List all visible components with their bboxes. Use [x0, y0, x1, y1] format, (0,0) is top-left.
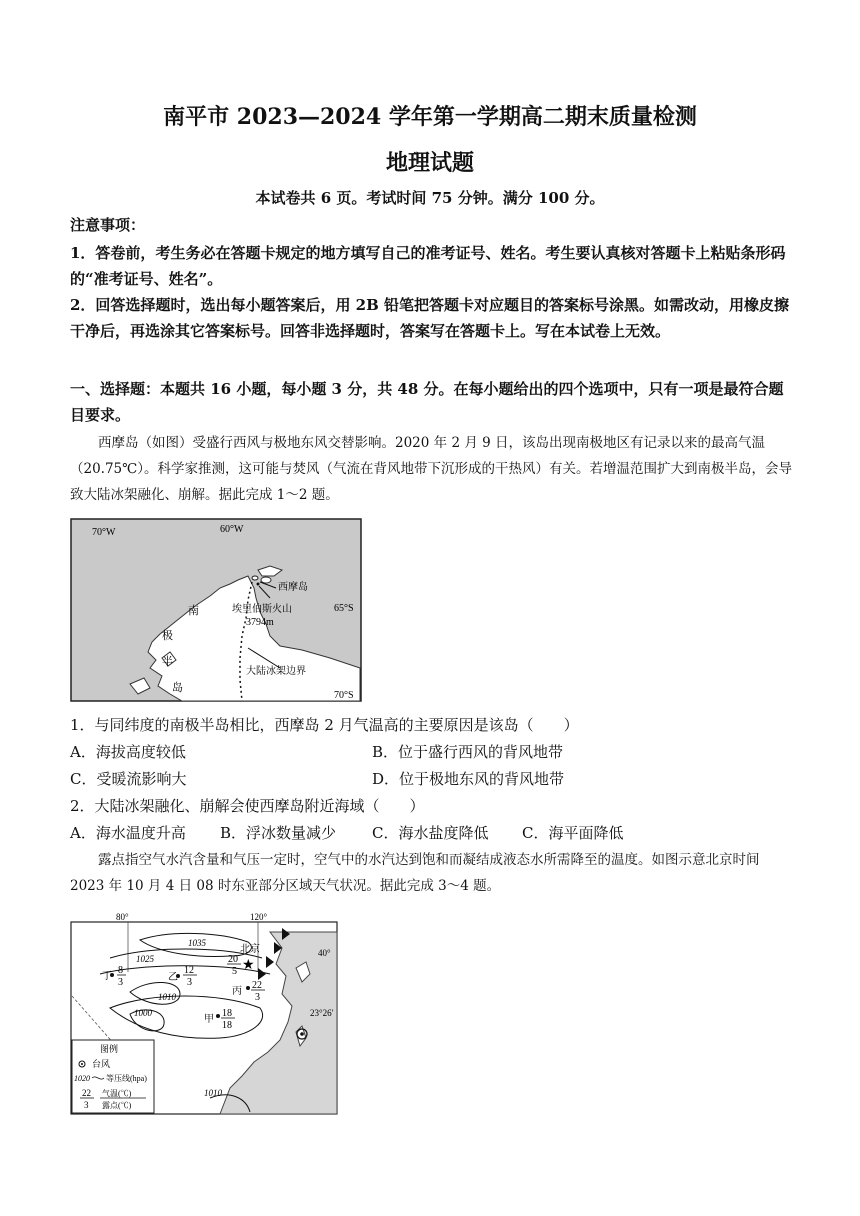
station-yi-temp: 12	[184, 965, 194, 976]
lat-40-label: 40°	[318, 948, 331, 958]
isobar-label: 1010	[158, 992, 176, 1002]
exam-title: 南平市 2023—2024 学年第一学期高二期末质量检测	[163, 104, 697, 130]
legend-isobar-label: 等压线(hpa)	[106, 1074, 147, 1083]
isobar-label: 1025	[136, 954, 154, 964]
isobar-label: 1035	[188, 938, 206, 948]
question-1-option-a[interactable]: A．海拔高度较低	[70, 743, 186, 761]
question-1-option-c[interactable]: C．受暖流影响大	[70, 770, 187, 788]
question-2-stem: 2．大陆冰架融化、崩解会使西摩岛附近海域（ ）	[70, 797, 425, 815]
notice-heading: 注意事项：	[70, 216, 146, 234]
question-1-option-d[interactable]: D．位于极地东风的背风地带	[372, 770, 565, 788]
station-jia-temp: 18	[222, 1008, 232, 1019]
station-yi-dew: 3	[187, 977, 192, 988]
volcano-label: 埃里伯斯火山	[232, 604, 292, 615]
peninsula-char-4: 岛	[172, 682, 183, 694]
peninsula-char-3: 半	[162, 656, 173, 668]
legend-typhoon-center	[81, 1063, 83, 1065]
peninsula-char-1: 南	[188, 605, 199, 617]
station-jia-dew: 18	[222, 1020, 232, 1031]
isobar-label: 1000	[134, 1008, 152, 1018]
lon-70w-label: 70°W	[92, 527, 116, 538]
station-ding-dew: 3	[118, 977, 123, 988]
ice-shelf-label: 大陆冰架边界	[246, 666, 306, 677]
section-heading: 一、选择题：本题共 16 小题，每小题 3 分，共 48 分。在每小题给出的四个选项中，只有一项是最符合题目要求。	[70, 380, 784, 424]
exam-info: 本试卷共 6 页。考试时间 75 分钟。满分 100 分。	[255, 189, 605, 207]
seymour-island-label: 西摩岛	[278, 582, 308, 593]
elevation-label: 3794m	[246, 617, 274, 628]
legend-dew-label: 露点(℃)	[102, 1101, 132, 1110]
volcano-point	[257, 583, 260, 586]
legend-title: 图例	[100, 1044, 119, 1054]
isobar-label: 1010	[204, 1088, 222, 1098]
station-bing-temp: 22	[252, 980, 262, 991]
beijing-label: 北京	[240, 944, 260, 955]
station-jia-label: 甲	[204, 1014, 214, 1025]
beijing-star-icon: ★	[242, 958, 255, 973]
legend-frac-bottom: 3	[84, 1100, 89, 1110]
question-2-option-b[interactable]: B．浮冰数量减少	[220, 824, 337, 842]
station-yi-label: 乙	[168, 972, 178, 983]
question-2-option-d[interactable]: C．海平面降低	[522, 824, 624, 842]
notice-item-1: 1．答卷前，考生务必在答题卡规定的地方填写自己的准考证号、姓名。考生要认真核对答题卡上粘贴条形码的“准考证号、姓名”。	[70, 244, 786, 288]
lon-120-label: 120°	[250, 912, 268, 922]
beijing-temp: 20	[228, 954, 238, 965]
typhoon-center	[300, 1032, 304, 1036]
beijing-dew: 5	[232, 966, 237, 977]
legend-isobar-number: 1020	[74, 1074, 90, 1083]
legend-temp-label: 气温(℃)	[102, 1089, 132, 1098]
question-1-stem: 1．与同纬度的南极半岛相比，西摩岛 2 月气温高的主要原因是该岛（ ）	[70, 716, 579, 734]
antarctic-peninsula-map	[70, 518, 362, 702]
question-2-option-c[interactable]: C．海水盐度降低	[372, 824, 489, 842]
notice-item-2: 2．回答选择题时，选出每小题答案后，用 2B 铅笔把答题卡对应题目的答案标号涂黑。如需改动，用橡皮擦干净后，再选涂其它答案标号。回答非选择题时，答案写在答题卡上。写在本试卷上无效。	[70, 296, 790, 340]
seymour-island-marker	[252, 576, 258, 580]
question-1-option-b[interactable]: B．位于盛行西风的背风地带	[372, 743, 564, 761]
station-ding-temp: 8	[118, 965, 123, 976]
legend-frac-top: 22	[82, 1088, 91, 1098]
lat-65s-label: 65°S	[334, 603, 354, 614]
question-2-option-a[interactable]: A．海水温度升高	[70, 824, 186, 842]
island-shape	[261, 577, 271, 583]
peninsula-char-2: 极	[162, 630, 173, 642]
lon-60w-label: 60°W	[220, 524, 244, 535]
lat-2326-label: 23°26′	[310, 1008, 334, 1018]
passage-1: 西摩岛（如图）受盛行西风与极地东风交替影响。2020 年 2 月 9 日，该岛出现南极地区有记录以来的最高气温（20.75℃）。科学家推测，这可能与焚风（气流在背风地带下沉形成的干热风）有关。若增温范围扩大到南极半岛，会导致大陆冰架融化、崩解。据此完成 1～2 题。	[70, 435, 792, 503]
east-asia-weather-map	[70, 912, 340, 1116]
station-bing-dew: 3	[255, 992, 260, 1003]
passage-2: 露点指空气水汽含量和气压一定时，空气中的水汽达到饱和而凝结成液态水所需降至的温度。如图示意北京时间 2023 年 10 月 4 日 08 时东亚部分区域天气状况。据此完成 3～4 题。	[70, 852, 760, 894]
legend-typhoon-label: 台风	[92, 1059, 111, 1069]
lat-70s-label: 70°S	[334, 690, 354, 701]
station-ding-label: 丁	[102, 971, 112, 982]
station-bing-dot	[246, 986, 250, 990]
station-jia-dot	[216, 1014, 220, 1018]
station-bing-label: 丙	[232, 986, 242, 997]
lon-80-label: 80°	[116, 912, 129, 922]
exam-subject: 地理试题	[385, 150, 474, 176]
